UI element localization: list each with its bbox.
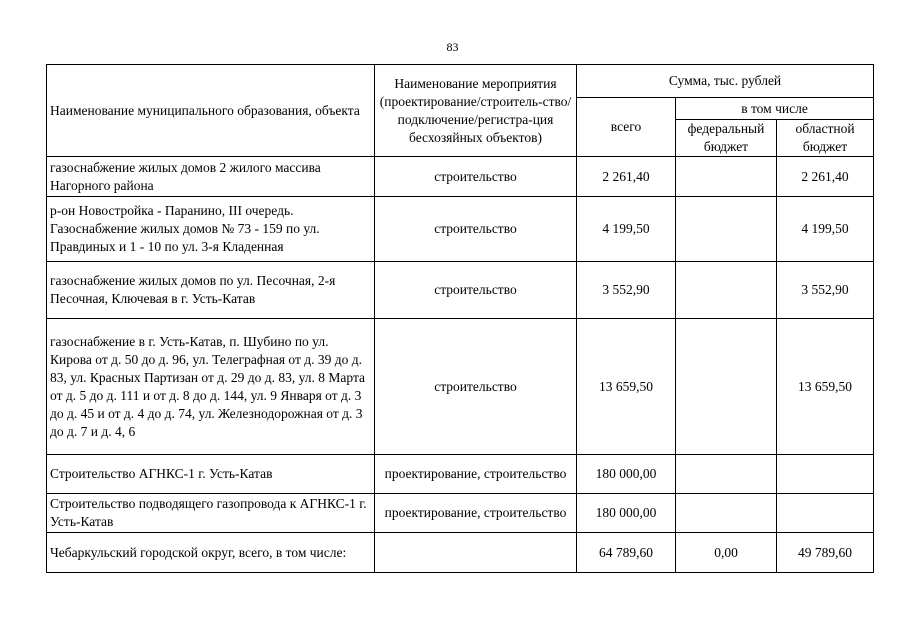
header-regional-cell: областной бюджет (777, 120, 874, 157)
federal-cell (676, 494, 777, 533)
federal-cell (676, 319, 777, 455)
table-row (47, 262, 874, 319)
regional-cell: 2 261,40 (777, 157, 874, 197)
total-cell: 13 659,50 (577, 319, 676, 455)
federal-cell (676, 455, 777, 494)
header-sum-cell: Сумма, тыс. рублей (577, 65, 874, 98)
total-cell: 4 199,50 (577, 197, 676, 262)
event-cell: строительство (375, 197, 577, 262)
header-row (47, 65, 874, 98)
regional-cell: 49 789,60 (777, 533, 874, 573)
header-total-cell: всего (577, 98, 676, 157)
regional-cell: 13 659,50 (777, 319, 874, 455)
event-cell: строительство (375, 319, 577, 455)
object-name-cell: Строительство подводящего газопровода к АГНКС-1 г. Усть-Катав (47, 494, 375, 533)
object-name-cell: р-он Новостройка - Паранино, III очередь. Газоснабжение жилых домов № 73 - 159 по ул. Правдиных и 1 - 10 по ул. 3-я Кладенная (47, 197, 375, 262)
header-including-cell: в том числе (676, 98, 874, 120)
event-cell (375, 533, 577, 573)
page-number: 83 (446, 40, 459, 54)
object-name-cell: газоснабжение в г. Усть-Катав, п. Шубино по ул. Кирова от д. 50 до д. 96, ул. Телеграфная от д. 39 до д. 83, ул. Красных Партизан от д. 29 до д. 83, ул. 8 Марта от д. 5 до д. 111 и от д. 8 до д. 144, ул. 9 Января от д. 3 до д. 45 и от д. 4 до д. 74, ул. Железнодорожная от д. 3 до д. 7 и д. 4, 6 (47, 319, 375, 455)
table-row (47, 157, 874, 197)
event-cell: проектирование, строительство (375, 455, 577, 494)
header-event-cell: Наименование мероприятия (проектирование/строитель-ство/подключение/регистра-ция бесхозяйных объектов) (375, 65, 577, 157)
federal-cell (676, 262, 777, 319)
object-name-cell: Строительство АГНКС-1 г. Усть-Катав (47, 455, 375, 494)
federal-cell (676, 157, 777, 197)
federal-cell: 0,00 (676, 533, 777, 573)
object-name-cell: газоснабжение жилых домов по ул. Песочная, 2-я Песочная, Ключевая в г. Усть-Катав (47, 262, 375, 319)
regional-cell: 3 552,90 (777, 262, 874, 319)
regional-cell (777, 494, 874, 533)
event-cell: проектирование, строительство (375, 494, 577, 533)
object-name-cell: газоснабжение жилых домов 2 жилого массива Нагорного района (47, 157, 375, 197)
event-cell: строительство (375, 262, 577, 319)
table-row (47, 455, 874, 494)
regional-cell (777, 455, 874, 494)
header-federal-cell: федеральный бюджет (676, 120, 777, 157)
object-name-cell: Чебаркульский городской округ, всего, в том числе: (47, 533, 375, 573)
header-name-cell: Наименование муниципального образования, объекта (47, 65, 375, 157)
federal-cell (676, 197, 777, 262)
total-cell: 180 000,00 (577, 494, 676, 533)
regional-cell: 4 199,50 (777, 197, 874, 262)
event-cell: строительство (375, 157, 577, 197)
total-cell: 2 261,40 (577, 157, 676, 197)
table-row (47, 197, 874, 262)
total-cell: 3 552,90 (577, 262, 676, 319)
total-cell: 64 789,60 (577, 533, 676, 573)
table-row (47, 494, 874, 533)
total-cell: 180 000,00 (577, 455, 676, 494)
budget-table (46, 64, 874, 573)
table-row (47, 319, 874, 455)
table-row (47, 533, 874, 573)
